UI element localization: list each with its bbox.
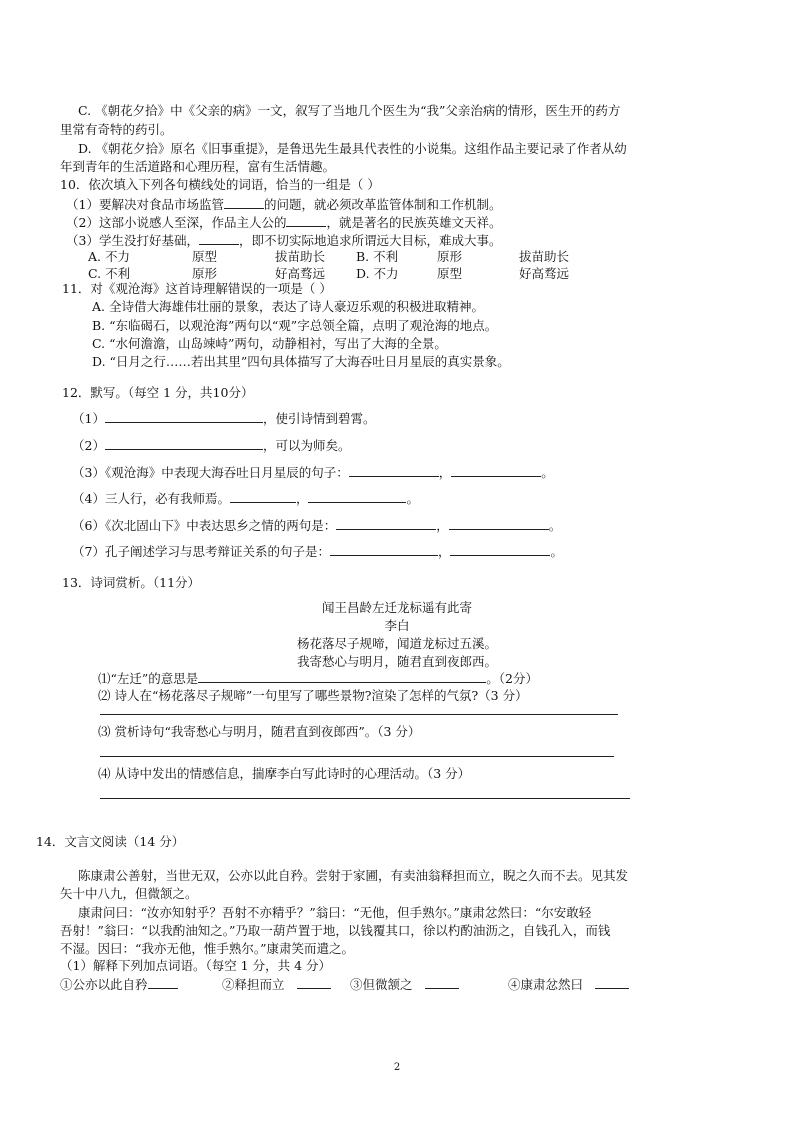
q11-option-d[interactable]: D. “日月之行……若出其里”四句具体描写了大海吞吐日月星辰的真实景象。 bbox=[92, 354, 510, 369]
q12-l1-blank[interactable] bbox=[105, 410, 263, 423]
q13-sub-3: ⑶ 赏析诗句“我寄愁心与明月，随君直到夜郎西”。（3 分） bbox=[98, 724, 421, 739]
q13-poem-author: 李白 bbox=[384, 618, 410, 633]
q13-title: 13．诗词赏析。（11分） bbox=[62, 575, 201, 590]
q13-sub4-answer-line[interactable] bbox=[100, 798, 630, 799]
q10-s3-after: ，即不切实际地追求所谓远大目标，难成大事。 bbox=[238, 233, 502, 248]
q10-option-c-word3: 好高骛远 bbox=[275, 266, 326, 281]
q10-option-a-word2: 原型 bbox=[192, 249, 218, 264]
q12-l3-blank-b[interactable] bbox=[451, 464, 541, 477]
q12-l7-blank-b[interactable] bbox=[450, 543, 550, 556]
q14-w2-blank[interactable] bbox=[297, 976, 331, 989]
q12-l3-blank-a[interactable] bbox=[349, 464, 439, 477]
q12-l3-period: 。 bbox=[541, 465, 554, 480]
q12-l2-blank[interactable] bbox=[105, 437, 263, 450]
q10-s1-after: 的问题，就必须改革监管体制和工作机制。 bbox=[263, 197, 502, 212]
q10-option-a-word3: 拔苗助长 bbox=[275, 249, 326, 264]
q10-s3-before: （3）学生没打好基础， bbox=[66, 233, 199, 248]
q14-sub1-title: （1）解释下列加点词语。（每空 1 分，共 4 分） bbox=[60, 958, 332, 973]
q10-option-c-word2: 原形 bbox=[192, 266, 218, 281]
q13-sub-1 bbox=[98, 670, 538, 687]
q13-sub-4: ⑷ 从诗中发出的情感信息，揣摩李白写此诗时的心理活动。（3 分） bbox=[98, 766, 471, 781]
q14-w4-blank[interactable] bbox=[595, 976, 629, 989]
q12-line-7 bbox=[72, 543, 563, 560]
q14-word-1 bbox=[60, 976, 178, 993]
q12-l1-num: （1） bbox=[72, 411, 105, 426]
q10-stem: 10．依次填入下列各句横线处的词语，恰当的一组是（ ） bbox=[60, 177, 380, 192]
q14-title: 14．文言文阅读（14 分） bbox=[36, 834, 185, 849]
q12-l6-blank-a[interactable] bbox=[336, 517, 436, 530]
q11-stem: 11．对《观沧海》这首诗理解错误的一项是（ ） bbox=[62, 281, 332, 296]
q10-option-c-word1[interactable]: C. 不利 bbox=[88, 266, 131, 281]
q12-l6-blank-b[interactable] bbox=[449, 517, 549, 530]
q12-line-2 bbox=[72, 437, 350, 454]
q12-l4-comma: ， bbox=[295, 491, 309, 506]
q10-sentence-2 bbox=[66, 214, 501, 231]
q10-option-b-word3: 拔苗助长 bbox=[519, 249, 570, 264]
q14-word-4 bbox=[508, 976, 629, 993]
q12-l4-period: 。 bbox=[406, 491, 419, 506]
q10-s2-after: ，就是著名的民族英雄文天祥。 bbox=[326, 215, 502, 230]
q13-sub3-answer-line[interactable] bbox=[100, 756, 614, 757]
q10-option-b-word2: 原形 bbox=[437, 249, 463, 264]
q13-sub1-before: ⑴“左迁”的意思是 bbox=[98, 671, 199, 686]
q14-word-3 bbox=[350, 976, 459, 993]
q13-poem-line-2: 我寄愁心与明月，随君直到夜郎西。 bbox=[296, 654, 497, 669]
q12-l6-comma: ， bbox=[436, 518, 449, 533]
q13-poem-line-1: 杨花落尽子规啼，闻道龙标过五溪。 bbox=[296, 636, 497, 651]
q12-l7-blank-a[interactable] bbox=[330, 543, 438, 556]
q14-w4-text: ④康肃忿然曰 bbox=[508, 977, 584, 992]
q10-option-d-word2: 原型 bbox=[437, 266, 463, 281]
q14-w3-text: ③但微颔之 bbox=[350, 977, 413, 992]
q13-sub1-after: 。（2分） bbox=[486, 671, 538, 686]
q12-l3-comma: ， bbox=[438, 465, 452, 480]
q10-s1-before: （1）要解决对食品市场监管 bbox=[66, 197, 224, 212]
q14-w3-blank[interactable] bbox=[425, 976, 459, 989]
q14-passage-p2-line1: 康肃问曰：“汝亦知射乎？吾射不亦精乎？”翁曰：“无他，但手熟尔。”康肃忿然曰：“尔安敢轻 bbox=[78, 905, 592, 920]
q14-w1-blank[interactable] bbox=[148, 976, 178, 989]
q13-sub-2: ⑵ 诗人在“杨花落尽子规啼”一句里写了哪些景物?渲染了怎样的气氛?（3 分） bbox=[98, 688, 528, 703]
q11-option-c[interactable]: C. “水何澹澹，山岛竦峙”两句，动静相衬，写出了大海的全景。 bbox=[92, 336, 447, 351]
q12-l4-blank-b[interactable] bbox=[308, 490, 406, 503]
q10-option-b-word1[interactable]: B. 不利 bbox=[356, 249, 399, 264]
q13-sub1-blank[interactable] bbox=[198, 670, 486, 683]
q10-s3-blank[interactable] bbox=[199, 232, 239, 245]
q12-l7-period: 。 bbox=[550, 544, 563, 559]
q14-passage-p2-line3: 不湿。因曰：“我亦无他，惟手熟尔。”康肃笑而遣之。 bbox=[60, 941, 355, 956]
q14-passage-p1-line1: 陈康肃公善射，当世无双，公亦以此自矜。尝射于家圃，有卖油翁释担而立，睨之久而不去。见其发 bbox=[78, 868, 629, 883]
q10-s2-before: （2）这部小说感人至深，作品主人公的 bbox=[66, 215, 287, 230]
q14-w2-text: ②释担而立 bbox=[222, 977, 285, 992]
q12-l4-blank-a[interactable] bbox=[230, 490, 296, 503]
q12-l4-text: （4）三人行，必有我师焉。 bbox=[72, 491, 230, 506]
q13-poem-title: 闻王昌龄左迁龙标遥有此寄 bbox=[321, 600, 472, 615]
q12-title: 12．默写。（每空 1 分，共10分） bbox=[62, 385, 254, 400]
q10-option-d-word3: 好高骛远 bbox=[519, 266, 570, 281]
q12-l2-num: （2） bbox=[72, 438, 105, 453]
q14-passage-p1-line2: 矢十中八九，但微颔之。 bbox=[60, 886, 198, 901]
q12-l2-after: ，可以为师矣。 bbox=[262, 438, 351, 453]
q12-l7-text: （7）孔子阐述学习与思考辩证关系的句子是： bbox=[72, 544, 330, 559]
page-number: 2 bbox=[393, 1062, 401, 1073]
q9-option-c-line1: C. 《朝花夕拾》中《父亲的病》一文，叙写了当地几个医生为“我”父亲治病的情形，医生开的药方 bbox=[78, 103, 621, 118]
q9-option-c-line2: 里常有奇特的药引。 bbox=[60, 122, 173, 137]
q10-s2-blank[interactable] bbox=[286, 214, 326, 227]
q13-sub2-answer-line[interactable] bbox=[100, 714, 618, 715]
q12-l1-after: ，使引诗情到碧霄。 bbox=[262, 411, 376, 426]
q9-option-d-line1: D. 《朝花夕拾》原名《旧事重提》，是鲁迅先生最具代表性的小说集。这组作品主要记录了作者从幼 bbox=[78, 141, 627, 156]
q10-option-d-word1[interactable]: D. 不力 bbox=[356, 266, 399, 281]
q12-l7-comma: ， bbox=[437, 544, 451, 559]
q10-s1-blank[interactable] bbox=[224, 196, 264, 209]
q10-option-a-word1[interactable]: A. 不力 bbox=[88, 249, 130, 264]
q12-l6-text: （6）《次北固山下》中表达思乡之情的两句是： bbox=[72, 518, 337, 533]
q11-option-a[interactable]: A. 全诗借大海雄伟壮丽的景象，表达了诗人豪迈乐观的积极进取精神。 bbox=[92, 299, 484, 314]
q12-line-4 bbox=[72, 490, 419, 507]
q10-sentence-1 bbox=[66, 196, 501, 213]
q14-word-2 bbox=[222, 976, 331, 993]
q12-line-1 bbox=[72, 410, 375, 427]
q12-line-6 bbox=[72, 517, 561, 534]
q12-l6-period: 。 bbox=[548, 518, 562, 533]
q11-option-b[interactable]: B. “东临碣石，以观沧海”两句以“观”字总领全篇，点明了观沧海的地点。 bbox=[92, 318, 498, 333]
q9-option-d-line2: 年到青年的生活道路和心理历程，富有生活情趣。 bbox=[60, 159, 336, 174]
q12-line-3 bbox=[72, 464, 554, 481]
q14-w1-text: ①公亦以此自矜 bbox=[60, 977, 148, 992]
q14-passage-p2-line2: 吾射！”翁曰：“以我酌油知之。”乃取一葫芦置于地，以钱覆其口，徐以杓酌油沥之，自钱孔入，而钱 bbox=[60, 923, 611, 938]
q12-l3-text: （3）《观沧海》中表现大海吞吐日月星辰的句子： bbox=[72, 465, 349, 480]
